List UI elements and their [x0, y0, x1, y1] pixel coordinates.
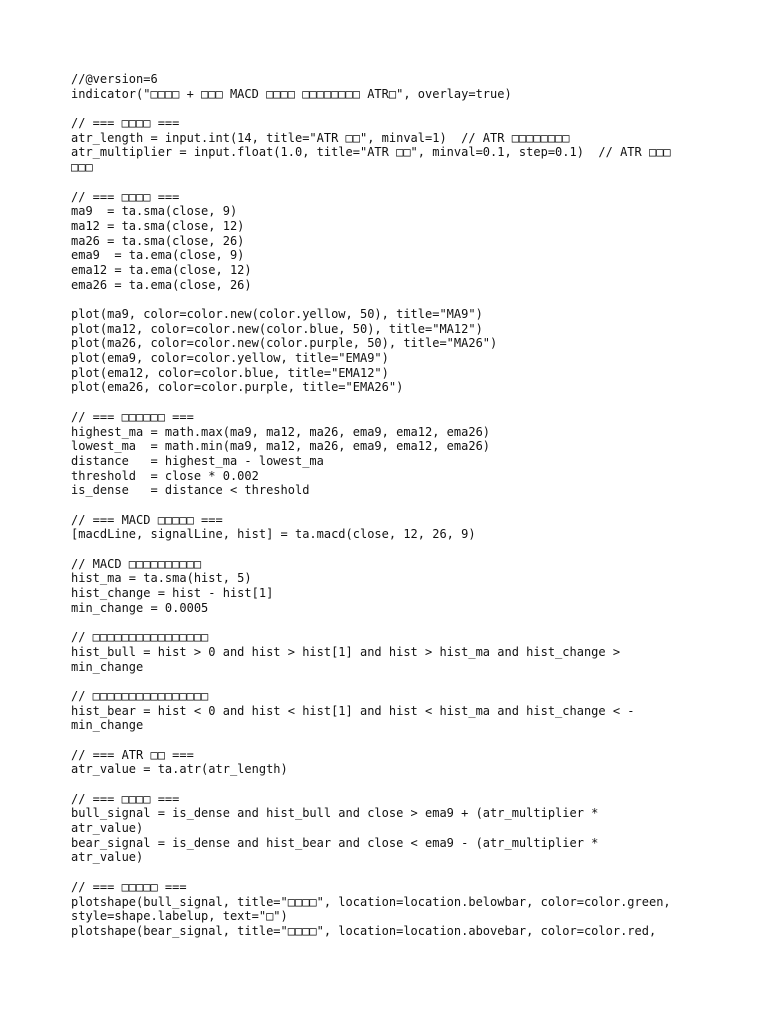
code-line: // === □□□□ ===: [71, 189, 180, 204]
code-line: atr_multiplier = input.float(1.0, title="ATR □□", minval=0.1, step=0.1) // ATR □□□: [71, 145, 671, 160]
blank-line: [71, 777, 711, 792]
blank-line: [71, 292, 711, 307]
code-line: atr_value): [71, 821, 144, 836]
code-line: threshold = close * 0.002: [71, 468, 259, 483]
code-line: // === ATR □□ ===: [71, 747, 194, 762]
code-line: hist_bear = hist < 0 and hist < hist[1] and hist < hist_ma and hist_change < -: [71, 703, 635, 718]
code-line: plot(ma12, color=color.new(color.blue, 50), title="MA12"): [71, 321, 483, 336]
code-line: plot(ema26, color=color.purple, title="EMA26"): [71, 380, 404, 395]
blank-line: [71, 498, 711, 513]
code-line: // === □□□□□ ===: [71, 879, 187, 894]
code-line: ma12 = ta.sma(close, 12): [71, 218, 245, 233]
code-line: min_change: [71, 659, 144, 674]
code-line: // === MACD □□□□□ ===: [71, 512, 223, 527]
code-line: plotshape(bear_signal, title="□□□□", location=location.abovebar, color=color.red,: [71, 923, 657, 938]
code-line: bull_signal = is_dense and hist_bull and close > ema9 + (atr_multiplier *: [71, 806, 599, 821]
code-line: // === □□□□ ===: [71, 791, 180, 806]
code-line: □□□: [71, 160, 93, 175]
code-line: // □□□□□□□□□□□□□□□□: [71, 688, 209, 703]
code-line: min_change = 0.0005: [71, 600, 209, 615]
blank-line: [71, 542, 711, 557]
blank-line: [71, 674, 711, 689]
blank-line: [71, 865, 711, 880]
code-line: hist_ma = ta.sma(hist, 5): [71, 571, 252, 586]
code-line: bear_signal = is_dense and hist_bear and close < ema9 - (atr_multiplier *: [71, 835, 599, 850]
code-line: //@version=6: [71, 72, 158, 86]
code-line: ma26 = ta.sma(close, 26): [71, 233, 245, 248]
code-line: atr_value = ta.atr(atr_length): [71, 762, 288, 777]
code-line: ema12 = ta.ema(close, 12): [71, 262, 252, 277]
code-line: // === □□□□ ===: [71, 116, 180, 131]
code-line: hist_change = hist - hist[1]: [71, 586, 274, 601]
code-line: style=shape.labelup, text="□"): [71, 909, 288, 924]
blank-line: [71, 175, 711, 190]
code-line: // === □□□□□□ ===: [71, 409, 194, 424]
blank-line: [71, 733, 711, 748]
code-line: plot(ma9, color=color.new(color.yellow, 50), title="MA9"): [71, 307, 483, 321]
code-line: highest_ma = math.max(ma9, ma12, ma26, ema9, ema12, ema26): [71, 424, 491, 439]
code-line: // □□□□□□□□□□□□□□□□: [71, 630, 209, 645]
code-line: // MACD □□□□□□□□□□: [71, 556, 202, 571]
blank-line: [71, 101, 711, 116]
code-line: [macdLine, signalLine, hist] = ta.macd(close, 12, 26, 9): [71, 527, 476, 542]
code-line: atr_length = input.int(14, title="ATR □□", minval=1) // ATR □□□□□□□□: [71, 130, 570, 145]
code-line: hist_bull = hist > 0 and hist > hist[1] and hist > hist_ma and hist_change >: [71, 644, 621, 659]
code-line: plot(ema12, color=color.blue, title="EMA12"): [71, 365, 389, 380]
blank-line: [71, 615, 711, 630]
code-line: ema26 = ta.ema(close, 26): [71, 277, 252, 292]
code-line: indicator("□□□□ + □□□ MACD □□□□ □□□□□□□□ ATR□", overlay=true): [71, 86, 512, 101]
code-line: ma9 = ta.sma(close, 9): [71, 204, 238, 219]
code-line: ema9 = ta.ema(close, 9): [71, 248, 245, 263]
code-line: plotshape(bull_signal, title="□□□□", location=location.belowbar, color=color.green,: [71, 894, 671, 909]
code-line: min_change: [71, 718, 144, 733]
code-line: plot(ema9, color=color.yellow, title="EMA9"): [71, 351, 389, 366]
blank-line: [71, 395, 711, 410]
code-line: lowest_ma = math.min(ma9, ma12, ma26, ema9, ema12, ema26): [71, 439, 491, 454]
code-line: distance = highest_ma - lowest_ma: [71, 453, 324, 468]
code-line: plot(ma26, color=color.new(color.purple, 50), title="MA26"): [71, 336, 498, 351]
code-document: [71, 72, 711, 939]
code-line: is_dense = distance < threshold: [71, 483, 310, 498]
code-line: atr_value): [71, 850, 144, 865]
